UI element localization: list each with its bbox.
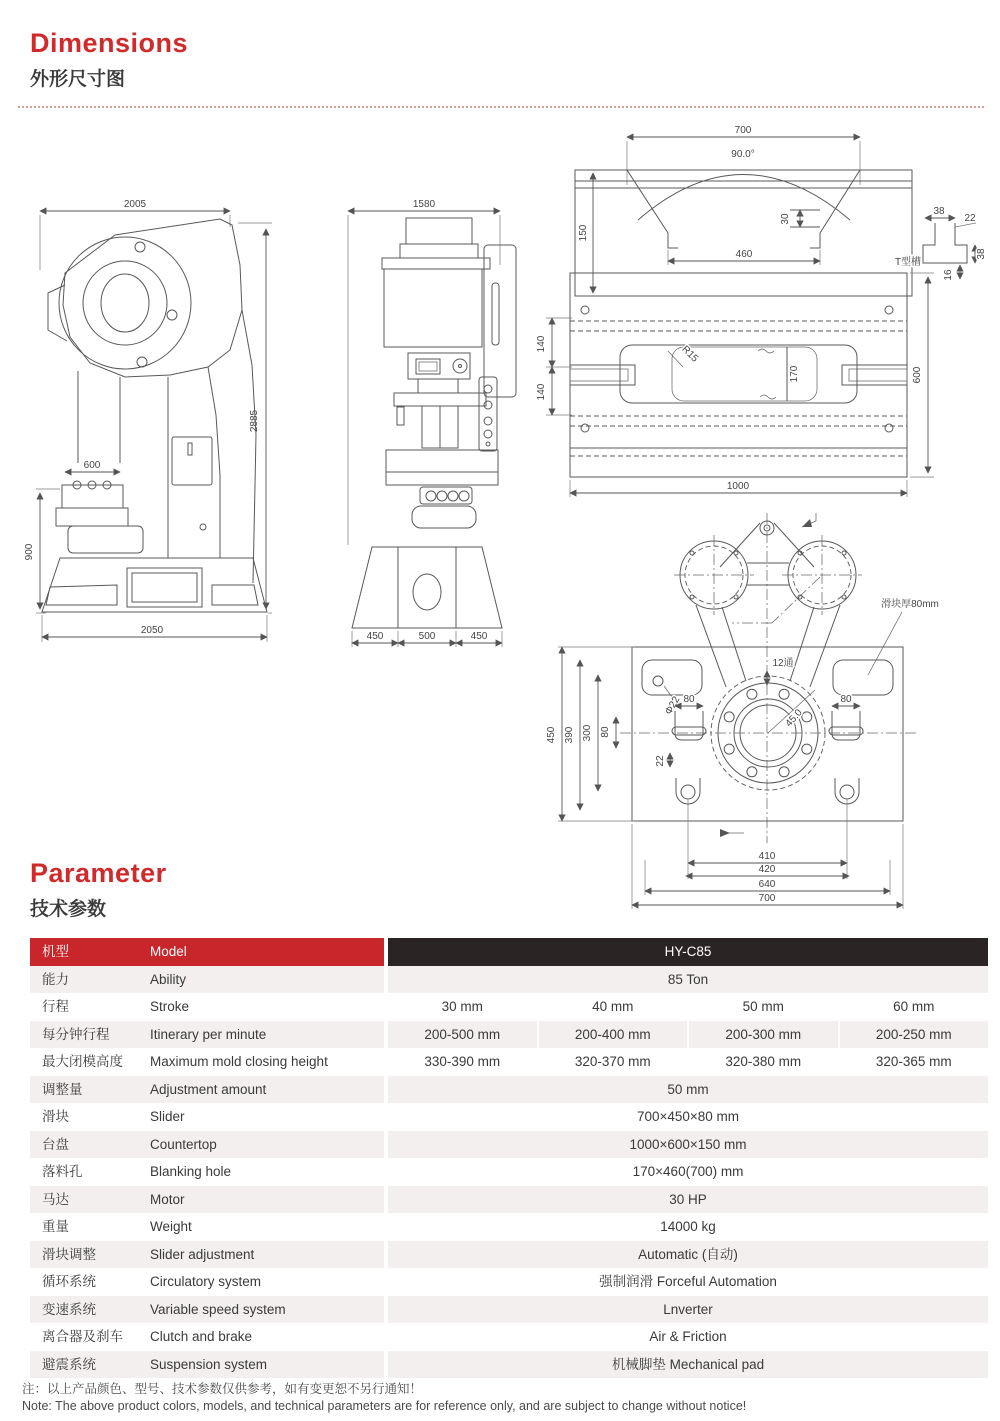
dimensions-title-zh: 外形尺寸图 [30,69,126,90]
note-en: Note: The above product colors, models, and technical parameters are for reference only, and are subject to change without notice! [22,1399,747,1413]
param-value: 30 HP [388,1186,988,1214]
param-value: 85 Ton [388,966,988,994]
param-value: Air & Friction [388,1323,988,1351]
table-row [30,1021,988,1049]
parameter-table [30,938,988,1378]
param-label-zh: 行程 [30,993,150,1021]
param-value: 14000 kg [388,1213,988,1241]
param-value: 30 mm [388,993,537,1021]
dim-500: 500 [418,631,436,642]
param-value: 170×460(700) mm [388,1158,988,1186]
dim-2050: 2050 [140,625,164,636]
table-row [30,1158,988,1186]
dotted-divider [18,106,984,108]
dim-450-right: 450 [470,631,488,642]
dim-1000: 1000 [726,481,750,492]
dim-dia22: Φ22 [663,694,683,717]
parameter-title-zh: 技术参数 [30,899,107,920]
param-value: 60 mm [840,993,989,1021]
table-row [30,1131,988,1159]
param-label-en: Ability [150,966,384,994]
dim-140-bottom: 140 [536,383,547,401]
table-row [30,1076,988,1104]
dim-2005: 2005 [123,199,147,210]
param-value: 700×450×80 mm [388,1103,988,1131]
dim-150: 150 [578,224,589,242]
dim-410: 410 [758,851,776,862]
dim-30: 30 [780,213,791,225]
param-value: 200-250 mm [840,1021,989,1049]
param-value: 50 mm [388,1076,988,1104]
param-label-zh: 落料孔 [30,1158,150,1186]
header-label-zh: 机型 [30,938,150,966]
param-label-zh: 避震系统 [30,1351,150,1379]
param-label-zh: 滑块调整 [30,1241,150,1269]
dim-170: 170 [789,365,800,383]
table-row [30,993,988,1021]
table-plan-drawing [536,273,934,497]
dim-450-slider: 450 [546,726,557,744]
param-value: 机械脚垫 Mechanical pad [388,1351,988,1379]
table-row [30,1103,988,1131]
param-label-en: Clutch and brake [150,1323,384,1351]
table-row [30,1351,988,1379]
dim-22-slider: 22 [655,755,666,767]
param-label-en: Blanking hole [150,1158,384,1186]
side-view-drawing [24,199,272,642]
param-value: Automatic (自动) [388,1241,988,1269]
param-label-en: Itinerary per minute [150,1021,384,1049]
param-label-zh: 调整量 [30,1076,150,1104]
param-label-zh: 能力 [30,966,150,994]
dim-640: 640 [758,879,776,890]
model-value: HY-C85 [388,938,988,966]
param-label-en: Adjustment amount [150,1076,384,1104]
parameter-title-en: Parameter [30,858,167,888]
table-row [30,1048,988,1076]
param-label-en: Countertop [150,1131,384,1159]
dim-900: 900 [24,543,35,561]
param-label-zh: 台盘 [30,1131,150,1159]
dim-600: 600 [83,460,101,471]
dim-angle-90: 90.0° [731,149,755,160]
param-label-zh: 离合器及刹车 [30,1323,150,1351]
param-label-zh: 循环系统 [30,1268,150,1296]
dim-22-tslot: 22 [964,213,976,224]
front-view-drawing [348,199,516,647]
param-label-en: Slider [150,1103,384,1131]
slider-holes-note: 12通 [772,658,794,669]
param-label-zh: 变速系统 [30,1296,150,1324]
param-label-zh: 马达 [30,1186,150,1214]
dim-r15: R15 [679,343,701,365]
param-value: 50 mm [689,993,838,1021]
param-value: 1000×600×150 mm [388,1131,988,1159]
dim-420: 420 [758,864,776,875]
dim-700: 700 [734,125,752,136]
dim-390: 390 [564,726,575,744]
table-row [30,966,988,994]
bolster-section-drawing [575,125,912,296]
param-label-en: Maximum mold closing height [150,1048,384,1076]
param-value: 320-370 mm [539,1048,688,1076]
dim-38-side: 38 [976,248,987,260]
param-value: 330-390 mm [388,1048,537,1076]
param-label-en: Circulatory system [150,1268,384,1296]
param-value: 强制润滑 Forceful Automation [388,1268,988,1296]
table-row [30,1296,988,1324]
table-row [30,1323,988,1351]
param-label-zh: 滑块 [30,1103,150,1131]
dim-16: 16 [943,269,954,281]
slider-thickness-note: 滑块厚80mm [881,599,939,610]
param-value: 200-300 mm [689,1021,838,1049]
param-value: 320-380 mm [689,1048,838,1076]
param-label-en: Stroke [150,993,384,1021]
param-value: Lnverter [388,1296,988,1324]
param-label-en: Variable speed system [150,1296,384,1324]
header-label-en: Model [150,938,384,966]
table-row [30,1241,988,1269]
param-value: 40 mm [539,993,688,1021]
dim-450-left: 450 [366,631,384,642]
tslot-detail-drawing [895,206,987,281]
dim-80-vert: 80 [600,726,611,738]
param-label-en: Suspension system [150,1351,384,1379]
param-label-zh: 每分钟行程 [30,1021,150,1049]
param-label-en: Slider adjustment [150,1241,384,1269]
param-value: 200-400 mm [539,1021,688,1049]
table-row [30,1268,988,1296]
table-header-row [30,938,988,966]
dim-80-right: 80 [840,694,852,705]
dimensions-title-en: Dimensions [30,28,189,58]
slider-view-drawing [546,513,939,909]
table-row [30,1213,988,1241]
parameter-rows [30,966,988,1379]
dim-2885: 2885 [249,409,260,433]
dim-460: 460 [735,249,753,260]
dim-600-plan: 600 [912,366,923,384]
dim-38-top: 38 [933,206,945,217]
param-value: 200-500 mm [388,1021,537,1049]
dim-300: 300 [582,724,593,742]
param-label-en: Motor [150,1186,384,1214]
param-label-zh: 最大闭模高度 [30,1048,150,1076]
dim-700-slider: 700 [758,893,776,904]
tslot-label: T型槽 [894,257,922,268]
dim-1580: 1580 [412,199,436,210]
param-label-zh: 重量 [30,1213,150,1241]
table-row [30,1186,988,1214]
dim-45deg: 45.0 [783,707,805,730]
dim-140-top: 140 [536,335,547,353]
param-value: 320-365 mm [840,1048,989,1076]
note-zh: 注：以上产品颜色、型号、技术参数仅供参考，如有变更恕不另行通知！ [22,1382,423,1396]
param-label-en: Weight [150,1213,384,1241]
footer-notes [22,1381,746,1415]
dim-80-left: 80 [683,694,695,705]
technical-drawings [20,115,990,925]
